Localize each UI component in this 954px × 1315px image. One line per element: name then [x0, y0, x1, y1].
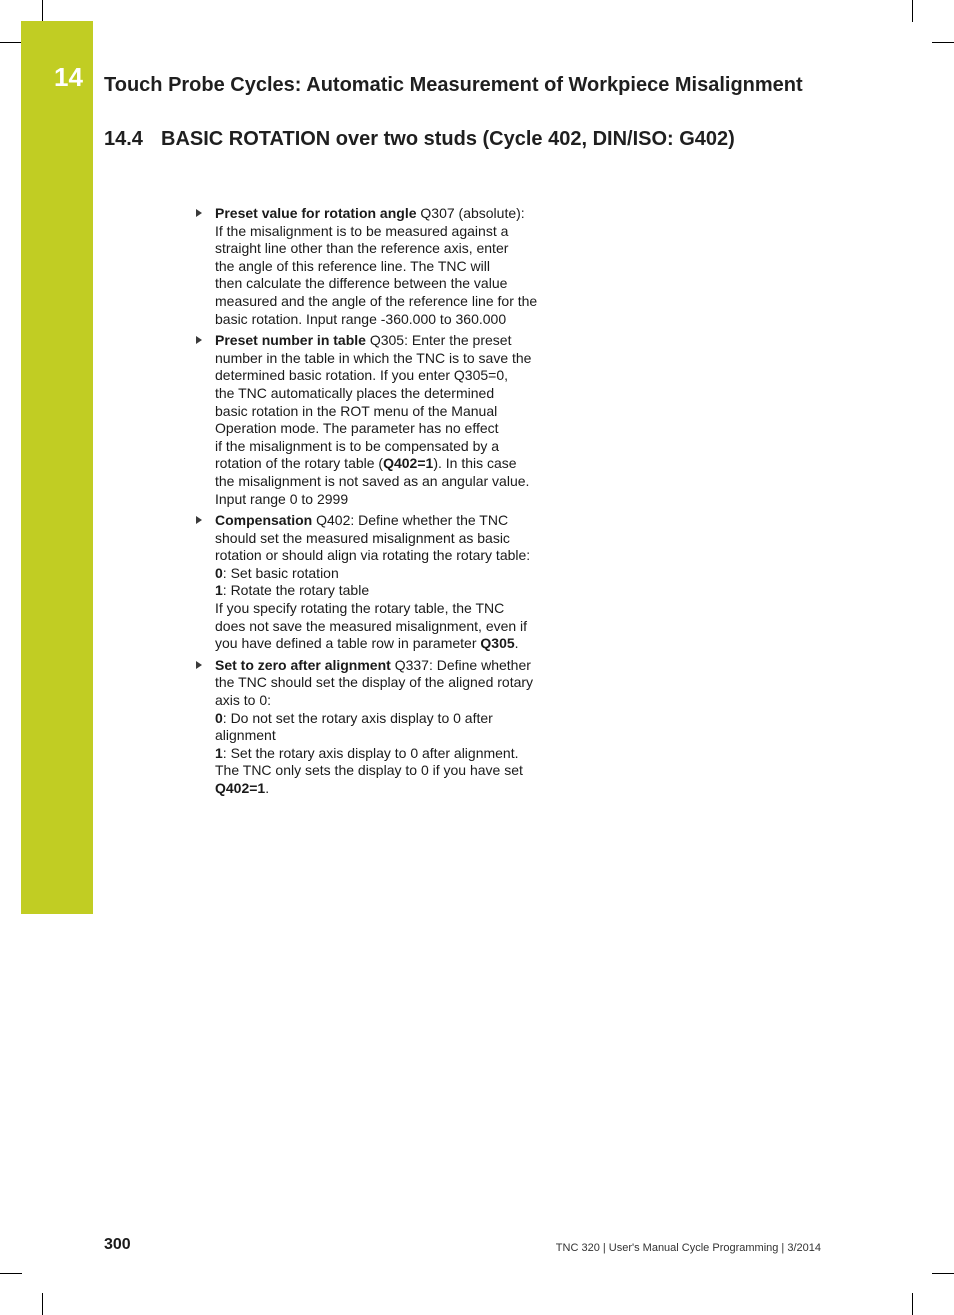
bullet-arrow-icon — [196, 516, 202, 524]
text-line — [215, 635, 566, 653]
text-line — [215, 311, 566, 329]
text-run: the angle of this reference line. The TNC will — [215, 257, 490, 274]
bold-term: Preset number in table — [215, 332, 366, 349]
section-heading — [104, 128, 735, 151]
bullet-arrow-icon — [196, 209, 202, 217]
text-run: Q305: Enter the preset — [365, 332, 512, 349]
text-run: Operation mode. The parameter has no effect — [215, 420, 499, 437]
text-run: : Rotate the rotary table — [222, 582, 370, 599]
text-line — [215, 657, 566, 675]
text-line — [215, 727, 566, 745]
parameter-item — [196, 657, 566, 798]
text-run: determined basic rotation. If you enter Q305=0, — [215, 367, 509, 384]
footer-text: TNC 320 | User's Manual Cycle Programming | 3/2014 — [555, 1242, 821, 1254]
bold-term: Q402=1 — [215, 780, 266, 796]
text-line — [215, 438, 566, 456]
parameter-item — [196, 512, 566, 653]
text-run: : Set the rotary axis display to 0 after alignment. — [222, 744, 519, 761]
text-run: Input range 0 to 2999 — [215, 490, 349, 507]
crop-mark — [912, 0, 913, 22]
chapter-color-bar — [21, 21, 93, 914]
text-run: then calculate the difference between the value — [215, 275, 508, 292]
text-run: axis to 0: — [215, 692, 272, 709]
text-run: Q337: Define whether — [390, 656, 531, 673]
text-run: measured and the angle of the reference line for the — [215, 292, 538, 309]
bold-term: Preset value for rotation angle — [215, 205, 417, 221]
text-line — [215, 332, 566, 350]
bold-term: 0 — [215, 564, 223, 581]
crop-mark — [932, 1273, 954, 1274]
crop-mark — [0, 1273, 22, 1274]
text-line — [215, 530, 566, 548]
text-line — [215, 547, 566, 565]
parameter-list — [196, 205, 566, 802]
bold-term: Set to zero after alignment — [215, 656, 391, 673]
text-line — [215, 473, 566, 491]
text-line — [215, 275, 566, 293]
text-run: the misalignment is not saved as an angular value. — [215, 472, 530, 489]
text-run: alignment — [215, 727, 276, 744]
text-line — [215, 565, 566, 583]
text-line — [215, 223, 566, 241]
crop-mark — [42, 1293, 43, 1315]
text-line — [215, 367, 566, 385]
text-run: you have defined a table row in parameter — [215, 635, 481, 652]
text-run: : Set basic rotation — [222, 564, 339, 581]
bold-term: Q402=1 — [383, 455, 434, 472]
text-line — [215, 745, 566, 763]
crop-mark — [42, 0, 43, 22]
bold-term: Q305 — [480, 635, 515, 652]
text-run: the TNC should set the display of the aligned rotary — [215, 674, 534, 691]
text-run: The TNC only sets the display to 0 if you have set — [215, 762, 523, 779]
text-run: rotation or should align via rotating the rotary table: — [215, 547, 531, 564]
text-run: rotation of the rotary table ( — [215, 455, 384, 472]
text-line — [215, 491, 566, 509]
text-run: number in the table in which the TNC is to save the — [215, 349, 532, 366]
text-line — [215, 762, 566, 780]
text-run: ). In this case — [433, 455, 517, 472]
text-line — [215, 512, 566, 530]
text-line — [215, 780, 566, 798]
chapter-title: Touch Probe Cycles: Automatic Measurement of Workpiece Misalignment — [104, 74, 803, 96]
bullet-arrow-icon — [196, 336, 202, 344]
text-run: If you specify rotating the rotary table, the TNC — [215, 600, 505, 617]
text-line — [215, 205, 566, 223]
text-run: . — [514, 635, 519, 652]
text-line — [215, 240, 566, 258]
crop-mark — [0, 42, 22, 43]
text-line — [215, 692, 566, 710]
text-run: basic rotation. Input range -360.000 to 360.000 — [215, 310, 507, 327]
text-line — [215, 420, 566, 438]
text-line — [215, 600, 566, 618]
text-line — [215, 385, 566, 403]
text-line — [215, 350, 566, 368]
text-line — [215, 618, 566, 636]
chapter-number: 14 — [54, 62, 83, 92]
text-line — [215, 455, 566, 473]
text-run: the TNC automatically places the determined — [215, 384, 495, 401]
text-run: . — [265, 780, 270, 796]
text-line — [215, 403, 566, 421]
parameter-item — [196, 205, 566, 328]
crop-mark — [932, 42, 954, 43]
text-run: does not save the measured misalignment, even if — [215, 617, 528, 634]
text-run: Q307 (absolute): — [416, 205, 525, 221]
text-run: basic rotation in the ROT menu of the Manual — [215, 402, 498, 419]
bullet-arrow-icon — [196, 661, 202, 669]
bold-term: 1 — [215, 744, 223, 761]
section-title: BASIC ROTATION over two studs (Cycle 402, DIN/ISO: G402) — [161, 128, 735, 150]
bold-term: Compensation — [215, 512, 313, 529]
bold-term: 0 — [215, 709, 223, 726]
text-run: If the misalignment is to be measured against a — [215, 222, 509, 239]
page-number: 300 — [104, 1236, 131, 1253]
text-line — [215, 674, 566, 692]
text-run: straight line other than the reference axis, enter — [215, 240, 509, 257]
text-line — [215, 258, 566, 276]
crop-mark — [912, 1293, 913, 1315]
section-number: 14.4 — [104, 128, 143, 150]
text-line — [215, 582, 566, 600]
text-run: Q402: Define whether the TNC — [312, 512, 509, 529]
bold-term: 1 — [215, 582, 223, 599]
text-run: : Do not set the rotary axis display to 0 after — [222, 709, 493, 726]
text-line — [215, 293, 566, 311]
text-run: if the misalignment is to be compensated by a — [215, 437, 500, 454]
text-line — [215, 710, 566, 728]
text-run: should set the measured misalignment as basic — [215, 529, 510, 546]
parameter-item — [196, 332, 566, 508]
